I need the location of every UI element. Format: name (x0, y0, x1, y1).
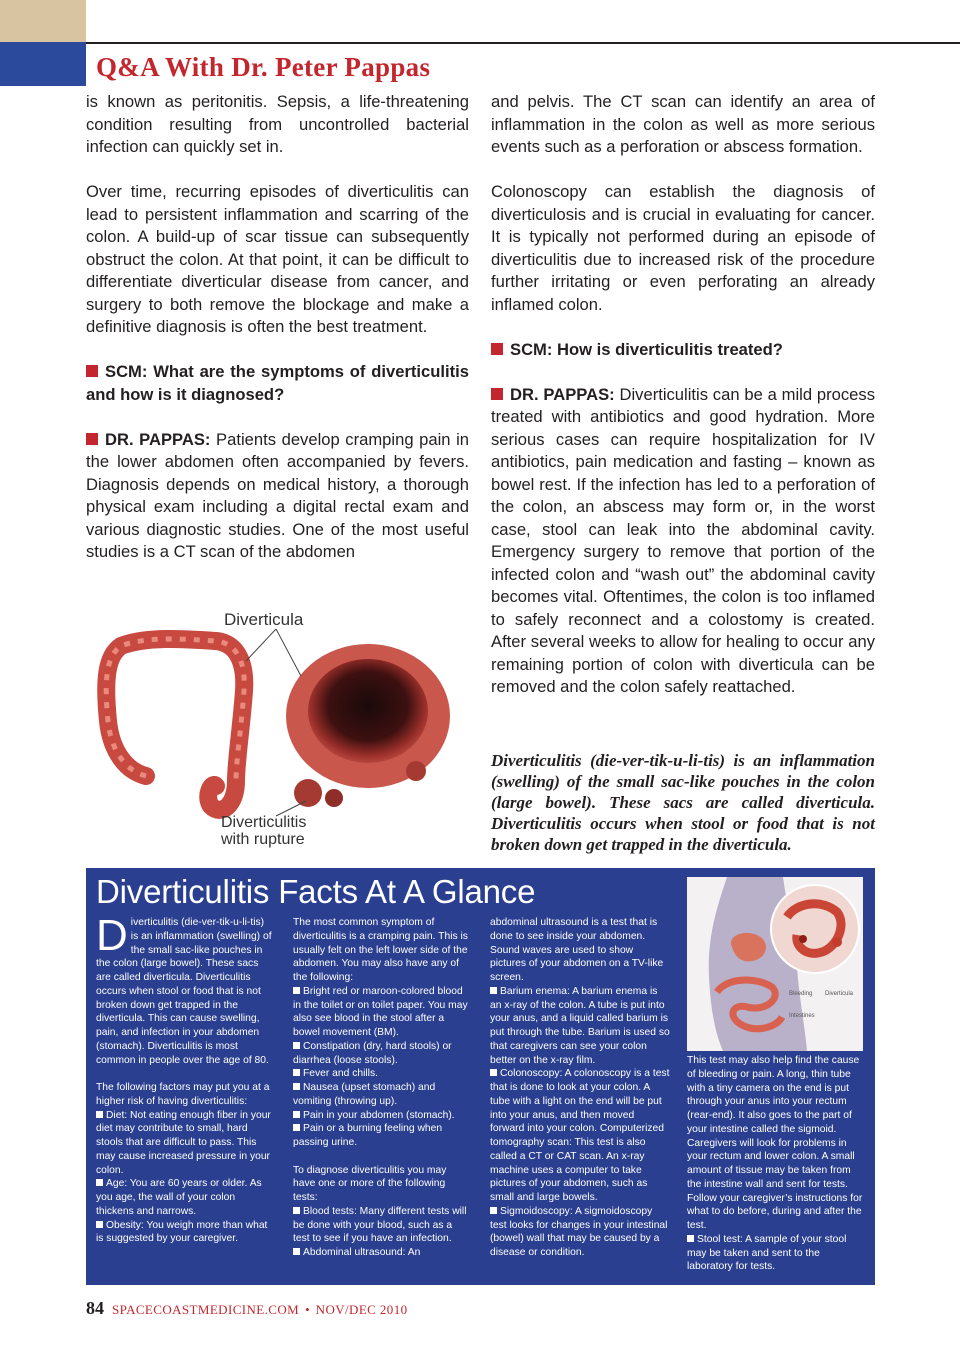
page-number: 84 (86, 1298, 104, 1318)
bullet-icon (293, 1111, 300, 1118)
list-item-text: Sigmoidoscopy: A sigmoidoscopy test looks for changes in your intestinal (bowel) wall that may be caused by a disease or condition. (490, 1205, 668, 1258)
facts-box (86, 868, 875, 1285)
drop-cap: D (96, 911, 128, 960)
footer-separator: • (305, 1302, 310, 1317)
colon-illustration (86, 601, 469, 853)
facts-text: The most common symptom of diverticulitis is a cramping pain. This is usually felt on the left lower side of the abdomen. You may also have any of the following: (293, 917, 468, 983)
list-item-text: Pain or a burning feeling when passing urine. (293, 1123, 443, 1148)
list-item (293, 1081, 471, 1109)
bullet-icon (293, 1207, 300, 1214)
label-diverticula-small: Diverticula (825, 991, 854, 997)
answer-2-text: Diverticulitis can be a mild process treated with antibiotics and good hydration. More serious cases can require hospitalization for IV antibiotics, pain medication and fasting – known as bowel rest. If the infection has led to a perforation of the colon, an abscess may form or, in the worst case, stool can leak into the abdominal cavity. Emergency surgery to remove that portion of the infected colon and “wash out” the abdominal cavity becomes vital. Oftentimes, the colon is too inflamed to safely reconnect and a colostomy is created. After several weeks to allow for healing to occur any remaining portion of colon with diverticula can be removed and the colon safely reattached. (491, 384, 875, 696)
list-item-text: Colonoscopy: A colonoscopy is a test that is done to look at your colon. A tube with a light on the end will be put into your anus, and then moved forward into your colon. Computerized tomography scan: This test is also called a CT or CAT scan. An x-ray machine uses a computer to take pictures of your abdomen, such as small and large bowels. (490, 1068, 670, 1203)
page-footer (86, 1298, 408, 1319)
list-item-text: Obesity: You weigh more than what is suggested by your caregiver. (96, 1219, 268, 1245)
list-item (293, 1109, 471, 1123)
bullet-icon (96, 1179, 103, 1186)
facts-text: The following factors may put you at a higher risk of having diverticulitis: (96, 1082, 270, 1107)
facts-text: This test may also help find the cause of bleeding or pain. A long, thin tube with a tiny camera on the end is put through your anus into your rectum (rear-end). It also goes to the part of your intestine called the sigmoid. Caregivers will look for problems in your rectum and lower colon. A small amount of tissue may be taken from the intestine wall and sent for tests. Follow your caregiver’s instructions for what to do before, during and after the test. (687, 1055, 863, 1231)
list-item (96, 1109, 274, 1178)
digestive-diagram (687, 877, 863, 1051)
list-item (687, 1233, 863, 1274)
answer-label: DR. PAPPAS: (105, 429, 211, 449)
label-bleeding: Bleeding (789, 991, 813, 997)
question-1 (86, 361, 469, 406)
list-item (96, 1219, 274, 1247)
callout-line (246, 629, 276, 661)
facts-column-3 (490, 916, 670, 1260)
colon-shape (106, 639, 244, 810)
bullet-square-icon (491, 388, 503, 400)
paragraph: and pelvis. The CT scan can identify an area of inflammation in the colon as well as more serious events such as a perforation or abscess formation. (491, 92, 875, 156)
bullet-icon (96, 1111, 103, 1118)
bullet-square-icon (86, 433, 98, 445)
facts-column-1 (96, 911, 274, 1246)
list-item-text: Pain in your abdomen (stomach). (303, 1109, 455, 1121)
colon-diagram (86, 601, 469, 853)
list-item (293, 1040, 471, 1068)
magnified-view-circle (771, 885, 859, 973)
facts-text: To diagnose diverticulitis you may have one or more of the following tests: (293, 1164, 447, 1203)
paragraph: Over time, recurring episodes of diverticulitis can lead to persistent inflammation and scarring of the colon. A build-up of scar tissue can subsequently obstruct the colon. At that point, it can be difficult to differentiate diverticular disease from cancer, and surgery to both remove the blockage and make a definitive diagnosis is often the best treatment. (86, 182, 469, 336)
label-intestines: Intestines (789, 1013, 815, 1019)
list-item (490, 1067, 670, 1205)
colon-lumen (308, 659, 428, 763)
list-item (293, 1246, 471, 1260)
corner-tan-block (0, 0, 86, 42)
diverticulum-pouch (406, 761, 426, 781)
ruptured-diverticulum (294, 779, 322, 807)
right-column (491, 91, 875, 721)
question-2-text: SCM: How is diverticulitis treated? (510, 339, 783, 359)
list-item (293, 1122, 471, 1150)
list-item-text: Stool test: A sample of your stool may be taken and sent to the laboratory for tests. (687, 1233, 847, 1273)
answer-2 (491, 384, 875, 699)
list-item (293, 985, 471, 1040)
header-rule (86, 42, 960, 44)
bullet-icon (96, 1221, 103, 1228)
answer-1 (86, 429, 469, 564)
list-item (293, 1067, 471, 1081)
list-item-text: Age: You are 60 years or older. As you age, the wall of your colon thickens and narrows. (96, 1178, 262, 1217)
list-item-text: Constipation (dry, hard stools) or diarrhea (loose stools). (293, 1040, 452, 1066)
bullet-icon (293, 1124, 300, 1131)
label-diverticula: Diverticula (224, 610, 304, 629)
bullet-icon (293, 987, 300, 994)
bullet-square-icon (86, 365, 98, 377)
list-item-text: Diet: Not eating enough fiber in your diet may contribute to small, hard stools that are difficult to pass. This may cause increased pressure in your colon. (96, 1109, 271, 1176)
facts-column-2 (293, 916, 471, 1260)
list-item-text: Fever and chills. (303, 1068, 378, 1080)
callout-line (276, 629, 301, 676)
footer-date: NOV/DEC 2010 (315, 1302, 408, 1317)
bullet-icon (293, 1069, 300, 1076)
bullet-icon (293, 1042, 300, 1049)
bleeding-dot (799, 935, 807, 943)
bullet-icon (490, 1069, 497, 1076)
label-with-rupture: with rupture (221, 831, 305, 848)
facts-text: iverticulitis (die-ver-tik-u-li-tis) is an inflammation (swelling) of the small sac-like pouches in the colon (large bowel). These sacs are called diverticula. Diverticulitis occurs when stool or food that is not broken down get trapped in the diverticula. This can cause swelling, pain, and infection in your abdomen (stomach). Diverticulitis is most common in people over the age of 80. (96, 917, 272, 1066)
corner-blue-block (0, 42, 86, 86)
left-column (86, 91, 469, 586)
question-1-text: SCM: What are the symptoms of diverticulitis and how is it diagnosed? (86, 362, 469, 404)
bullet-square-icon (491, 343, 503, 355)
question-2 (491, 339, 875, 362)
list-item-text: Abdominal ultrasound: An (303, 1247, 421, 1258)
label-diverticulitis: Diverticulitis (221, 814, 307, 831)
page-title: Q&A With Dr. Peter Pappas (96, 52, 431, 82)
answer-label: DR. PAPPAS: (510, 384, 615, 404)
facts-intro (96, 911, 274, 1067)
list-item-text: Bright red or maroon-colored blood in the toilet or on toilet paper. You may also see blood in the stool after a bowel movement (BM). (293, 985, 468, 1038)
list-item-text: Blood tests: Many different tests will be done with your blood, such as a test to see if you have an infection. (293, 1205, 467, 1245)
bullet-icon (293, 1248, 300, 1255)
bullet-icon (490, 1207, 497, 1214)
answer-1-text: Patients develop cramping pain in the lower abdomen often accompanied by fevers. Diagnosis depends on medical history, a thorough physical exam including a digital rectal exam and various diagnostic studies. One of the most useful studies is a CT scan of the abdomen (86, 429, 469, 561)
list-item (490, 1205, 670, 1260)
list-item (96, 1177, 274, 1218)
diverticulum-dot (832, 937, 842, 947)
diverticulum-pouch (325, 789, 343, 807)
paragraph: is known as peritonitis. Sepsis, a life-threatening condition resulting from uncontrolled bacterial infection can quickly set in. (86, 92, 469, 156)
digestive-system-illustration (687, 877, 863, 1051)
list-item-text: Nausea (upset stomach) and vomiting (throwing up). (293, 1082, 436, 1107)
list-item (490, 985, 670, 1068)
list-item (293, 1205, 471, 1246)
definition-caption: Diverticulitis (die-ver-tik-u-li-tis) is an inflammation (swelling) of the small sac-like pouches in the colon (large bowel). These sacs are called diverticula. Diverticulitis occurs when stool or food that is not broken down get trapped in the diverticula. (491, 751, 875, 854)
footer-site: SPACECOASTMEDICINE.COM (112, 1302, 300, 1317)
facts-title: Diverticulitis Facts At A Glance (96, 873, 536, 910)
bullet-icon (293, 1083, 300, 1090)
bullet-icon (490, 987, 497, 994)
facts-column-4 (687, 1054, 863, 1274)
bullet-icon (687, 1235, 694, 1242)
list-item-text: Barium enema: A barium enema is an x-ray of the colon. A tube is put into your anus, and a liquid called barium is put through the tube. Barium is used so that caregivers can see your colon better on the x-ray film. (490, 985, 670, 1066)
paragraph: Colonoscopy can establish the diagnosis of diverticulosis and is crucial in evaluating for cancer. It is typically not performed during an episode of diverticulitis due to increased risk of the procedure further irritating or even perforating an already inflamed colon. (491, 182, 875, 314)
facts-text: abdominal ultrasound is a test that is done to see inside your abdomen. Sound waves are used to show pictures of your abdomen on a TV-like screen. (490, 917, 664, 983)
